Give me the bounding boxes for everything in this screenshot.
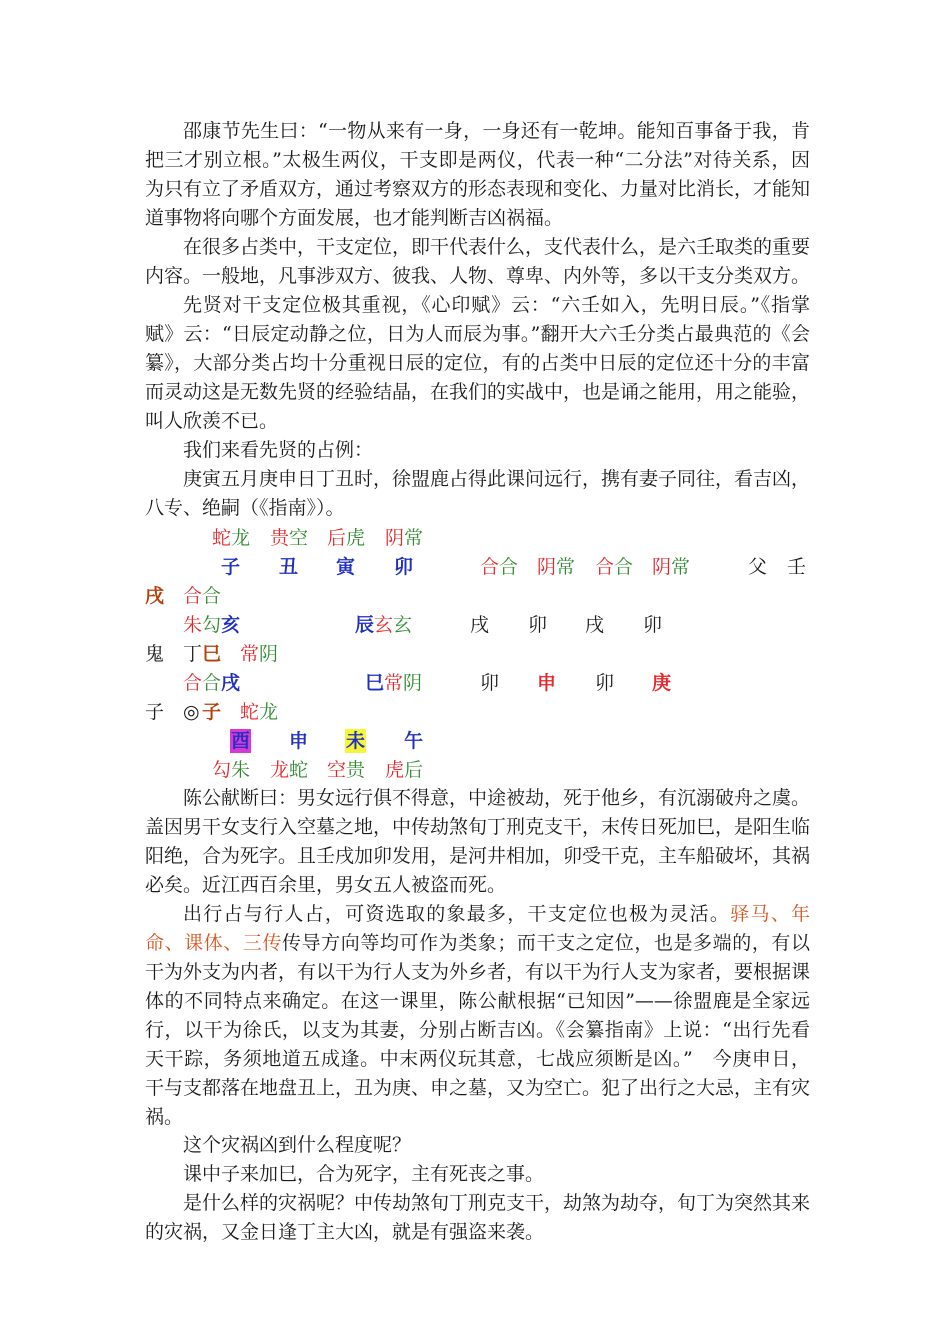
chart-r9-6: 虎 <box>385 759 405 781</box>
chart-r5-3: 常 <box>240 643 260 665</box>
chart-r2b-2: 阴 <box>537 556 557 578</box>
chart-r2-1: 丑 <box>279 556 299 578</box>
paragraph-7-part-a: 出行占与行人占，可资选取的象最多，干支定位也极为灵活。 <box>183 903 731 925</box>
chart-r2b-0: 合 <box>480 556 500 578</box>
chart-r6-8: 卯 <box>595 672 615 694</box>
chart-r4-3: 辰 <box>355 614 375 636</box>
chart-r8-0: 酉 <box>231 730 251 752</box>
chart-r7-2: 子 <box>202 701 222 723</box>
paragraph-4: 我们来看先贤的占例： <box>183 439 374 461</box>
chart-r1-2: 贵 <box>270 527 290 549</box>
chart-r6-2: 戌 <box>221 672 241 694</box>
paragraph-9: 课中子来加巳，合为死字，主有死丧之事。 <box>183 1163 545 1185</box>
chart-r8-2: 未 <box>346 730 366 752</box>
chart-r2b-5: 合 <box>614 556 634 578</box>
chart-r7-4: 龙 <box>259 701 279 723</box>
chart-r3-0: 戌 <box>145 585 165 607</box>
paragraph-8: 这个灾祸凶到什么程度呢？ <box>183 1134 412 1156</box>
chart-r1-0: 蛇 <box>212 527 232 549</box>
chart-r5-2: 巳 <box>202 643 222 665</box>
chart-r6-7: 申 <box>537 672 557 694</box>
chart-r1-6: 阴 <box>385 527 405 549</box>
chart-r6-5: 阴 <box>403 672 423 694</box>
paragraph-7-highlight: 驿马、年命、课体、三传 <box>145 903 810 954</box>
chart-r2b-6: 阴 <box>652 556 672 578</box>
chart-r3-2: 合 <box>202 585 222 607</box>
chart-r8-1: 申 <box>289 730 309 752</box>
chart-r4-9: 卯 <box>643 614 663 636</box>
paragraph-10: 是什么样的灾祸呢？中传劫煞旬丁刑克支干，劫煞为劫夺，旬丁为突然其来的灾祸，又金日逢丁主大凶，就是有强盗来袭。 <box>145 1192 811 1243</box>
paragraph-2: 在很多占类中，干支定位，即干代表什么，支代表什么，是六壬取类的重要内容。一般地，凡事涉双方、彼我、人物、尊卑、内外等，多以干支分类双方。 <box>145 236 811 287</box>
chart-r6-1: 合 <box>202 672 222 694</box>
chart-r4-4: 玄 <box>374 614 394 636</box>
chart-r5-4: 阴 <box>259 643 279 665</box>
chart-r1-3: 空 <box>289 527 309 549</box>
chart-r9-7: 后 <box>404 759 424 781</box>
paragraph-6: 陈公献断曰：男女远行俱不得意，中途被劫，死于他乡，有沉溺破舟之虞。盖因男干女支行入空墓之地，中传劫煞旬丁刑克支干，末传日死加巳，是阳生临阳绝，合为死字。且壬戌加卯发用，是河井相加，卯受干克，主车船破坏，其祸必矣。近江西百余里，男女五人被盗而死。 <box>145 787 811 896</box>
chart-r9-5: 贵 <box>346 759 366 781</box>
chart-r4-5: 玄 <box>393 614 413 636</box>
chart-r6-6: 卯 <box>480 672 500 694</box>
chart-r4-7: 卯 <box>528 614 548 636</box>
chart-r5-1: 丁 <box>183 643 203 665</box>
chart-r6-0: 合 <box>183 672 203 694</box>
chart-r6-4: 常 <box>384 672 404 694</box>
chart-r7-0: 子 <box>145 701 165 723</box>
chart-r1-1: 龙 <box>231 527 251 549</box>
chart-r4-8: 戌 <box>585 614 605 636</box>
chart-r2-0: 子 <box>221 556 241 578</box>
chart-r6-9: 庚 <box>652 672 672 694</box>
chart-r4-0: 朱 <box>183 614 203 636</box>
chart-r2-3: 卯 <box>394 556 414 578</box>
paragraph-1: 邵康节先生曰：“一物从来有一身，一身还有一乾坤。能知百事备于我，肯把三才别立根。”太极生两仪，干支即是两仪，代表一种“二分法”对待关系，因为只有立了矛盾双方，通过考察双方的形态表现和变化、力量对比消长，才能知道事物将向哪个方面发展，也才能判断吉凶祸福。 <box>145 120 811 229</box>
paragraph-5: 庚寅五月庚申日丁丑时，徐盟鹿占得此课问远行，携有妻子同往，看吉凶，八专、绝嗣（《指南》）。 <box>145 468 811 519</box>
chart-r4-2: 亥 <box>221 614 241 636</box>
chart-r2c-0: 父 <box>748 556 768 578</box>
chart-r9-1: 朱 <box>231 759 251 781</box>
chart-r1-5: 虎 <box>346 527 366 549</box>
chart-r7-3: 蛇 <box>240 701 260 723</box>
chart-r9-0: 勾 <box>212 759 232 781</box>
paragraph-7-part-c: 传导方向等均可作为类象；而干支之定位，也是多端的，有以干为外支为内者，有以干为行人支为外乡者，有以干为行人支为家者，要根据课体的不同特点来确定。在这一课里，陈公献根据“已知因”——徐盟鹿是全家远行，以干为徐氏，以支为其妻，分别占断吉凶。《会纂指南》上说：“出行先看天干踪，务须地道五成逢。中末两仪玩其意，七战应须断是凶。” 今庚申日，干与支都落在地盘丑上，丑为庚、申之墓，又为空亡。犯了出行之大忌，主有灾祸。 <box>145 932 811 1128</box>
chart-r4-6: 戌 <box>470 614 490 636</box>
chart-r9-2: 龙 <box>270 759 290 781</box>
paragraph-7 <box>145 900 810 1132</box>
chart-r2b-7: 常 <box>671 556 691 578</box>
chart-r7-1: ◎ <box>183 701 200 723</box>
chart-r2b-3: 常 <box>556 556 576 578</box>
chart-r2c-1: 壬 <box>787 556 807 578</box>
paragraph-3: 先贤对干支定位极其重视，《心印赋》云：“六壬如入，先明日辰。”《指掌赋》云：“日辰定动静之位，日为人而辰为事。”翻开大六壬分类占最典范的《会纂》，大部分类占均十分重视日辰的定位，有的占类中日辰的定位还十分的丰富而灵动这是无数先贤的经验结晶，在我们的实战中，也是诵之能用，用之能验，叫人欣羡不已。 <box>145 294 811 432</box>
chart-r9-3: 蛇 <box>289 759 309 781</box>
chart-r5-0: 鬼 <box>145 643 165 665</box>
chart-r4-1: 勾 <box>202 614 222 636</box>
chart-r9-4: 空 <box>327 759 347 781</box>
chart-r1-4: 后 <box>327 527 347 549</box>
chart-r2b-4: 合 <box>595 556 615 578</box>
chart-r3-1: 合 <box>183 585 203 607</box>
chart-r2b-1: 合 <box>499 556 519 578</box>
chart-r6-3: 巳 <box>365 672 385 694</box>
chart-r8-3: 午 <box>404 730 424 752</box>
chart-r1-7: 常 <box>404 527 424 549</box>
chart-r2-2: 寅 <box>336 556 356 578</box>
